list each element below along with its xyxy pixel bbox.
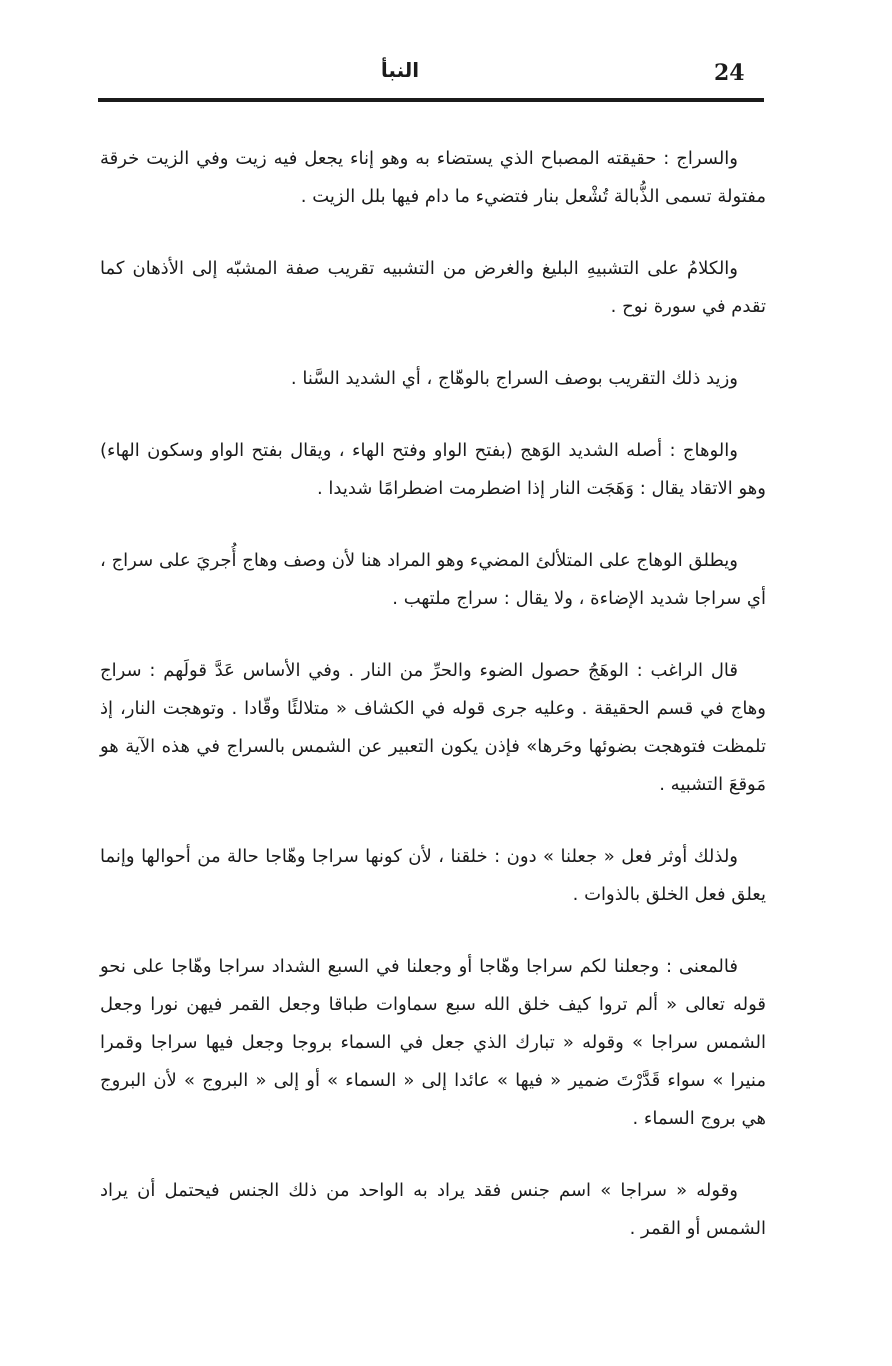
paragraph: والوهاج : أصله الشديد الوَهج (بفتح الواو وفتح الهاء ، ويقال بفتح الواو وسكون الهاء) وهو الاتقاد يقال : وَهَجَت النار إذا اضطرمت اضطرامًا شديدا . [100,440,766,499]
paragraph: وقوله « سراجا » اسم جنس فقد يراد به الواحد من ذلك الجنس فيحتمل أن يراد الشمس أو القمر . [100,1180,766,1239]
page-number: 24 [714,60,745,86]
paragraph: قال الراغب : الوهَجُ حصول الضوء والحرِّ من النار . وفي الأساس عَدَّ قولَهم : سراج وهاج في قسم الحقيقة . وعليه جرى قوله في الكشاف « متلالئًا وقّادا . وتوهجت النار، إذ تلمظت فتوهجت بضوئها وحَرها» فإذن يكون التعبير عن الشمس بالسراج في هذه الآية هو مَوقعَ التشبيه . [100,660,766,795]
paragraph: والكلامُ على التشبيهِ البليغ والغرض من التشبيه تقريب صفة المشبّه إلى الأذهان كما تقدم في سورة نوح . [100,258,766,317]
running-title: النبأ [380,58,420,82]
paragraph: ولذلك أوثر فعل « جعلنا » دون : خلقنا ، لأن كونها سراجا وهّاجا حالة من أحوالها وإنما يعلق فعل الخلق بالذوات . [100,846,766,905]
paragraph: وزيد ذلك التقريب بوصف السراج بالوهّاج ، أي الشديد السَّنا . [290,368,738,389]
paragraph: والسراج : حقيقته المصباح الذي يستضاء به وهو إناء يجعل فيه زيت وفي الزيت خرقة مفتولة تسمى الذُّبالة تُشْعل بنار فتضيء ما دام فيها بلل الزيت . [100,148,766,207]
header-rule [98,98,764,102]
paragraph: ويطلق الوهاج على المتلألئ المضيء وهو المراد هنا لأن وصف وهاج أُجريَ على سراج ، أي سراجا شديد الإضاءة ، ولا يقال : سراج ملتهب . [100,550,766,609]
paragraph: فالمعنى : وجعلنا لكم سراجا وهّاجا أو وجعلنا في السبع الشداد سراجا وهّاجا على نحو قوله تعالى « ألم تروا كيف خلق الله سبع سماوات طباقا وجعل القمر فيهن نورا وجعل الشمس سراجا » وقوله « تبارك الذي جعل في السماء بروجا وجعل فيها سراجا وقمرا منيرا » سواء قَدَّرْتَ ضمير « فيها » عائدا إلى « السماء » أو إلى « البروج » لأن البروج هي بروج السماء . [100,956,766,1129]
page-body [100,140,766,1282]
